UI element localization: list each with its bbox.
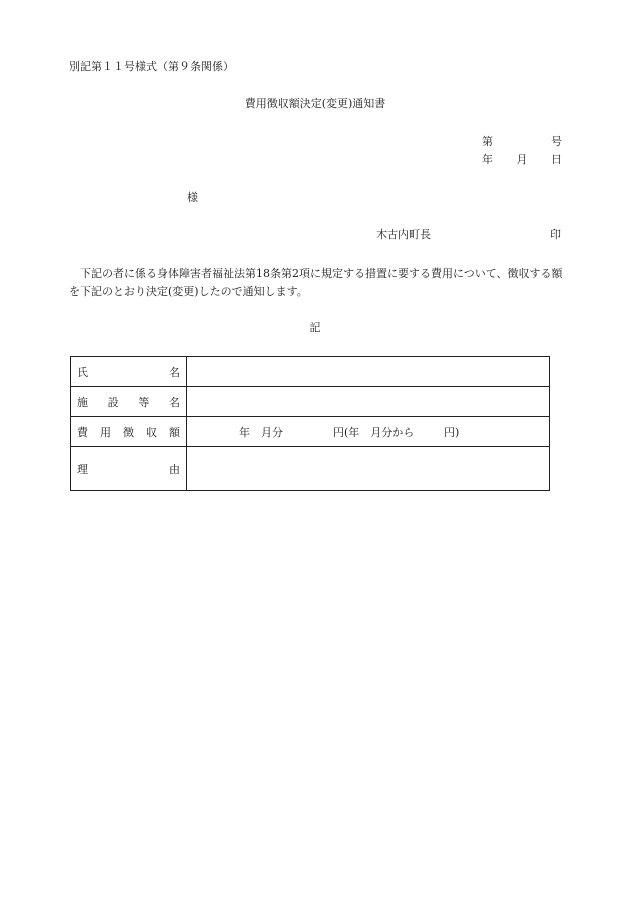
body-paragraph: 下記の者に係る身体障害者福祉法第18条第2項に規定する措置に要する費用について、徴収する額を下記のとおり決定(変更)したので通知します。 [69, 267, 563, 298]
date-line [482, 153, 562, 167]
detail-table [70, 356, 550, 491]
amount-label-char: 収 [146, 425, 157, 439]
facility-label-char: 等 [138, 395, 150, 409]
date-day: 日 [551, 153, 562, 166]
amount-label-char: 徴 [123, 425, 134, 439]
facility-label-char: 名 [168, 395, 180, 409]
amount-label-cell [71, 417, 187, 447]
name-label-char: 氏 [77, 365, 88, 379]
number-suffix: 号 [551, 135, 562, 148]
amount-label-char: 用 [100, 425, 111, 439]
document-number-line [482, 135, 562, 149]
date-month: 月 [516, 153, 528, 166]
date-year: 年 [482, 153, 493, 166]
document-title: 費用徴収額決定(変更)通知書 [244, 97, 386, 110]
facility-label-cell [71, 387, 187, 417]
amount-yen-close: 円) [444, 426, 460, 439]
amount-yen-paren: 円(年 月分から [333, 426, 415, 439]
table-row-reason [71, 447, 550, 491]
table-row-amount [71, 417, 550, 447]
facility-value-cell[interactable] [187, 387, 550, 417]
issuer-name: 木古内町長 [376, 228, 431, 241]
table-row-name [71, 357, 550, 387]
name-value-cell[interactable] [187, 357, 550, 387]
reason-label-char: 由 [169, 462, 180, 476]
facility-label-char: 設 [107, 395, 119, 409]
amount-label-char: 額 [169, 425, 180, 439]
name-label-char: 名 [169, 365, 180, 379]
name-label-cell [71, 357, 187, 387]
amount-month-part: 年 月分 [239, 426, 283, 439]
reason-label-char: 理 [77, 462, 88, 476]
number-prefix: 第 [482, 135, 493, 148]
amount-label-char: 費 [77, 425, 88, 439]
facility-label-char: 施 [77, 395, 88, 409]
reason-value-cell[interactable] [187, 447, 550, 491]
seal-mark: 印 [550, 228, 561, 241]
form-label: 別記第１１号様式（第９条関係） [69, 60, 234, 73]
reason-label-cell [71, 447, 187, 491]
ki-heading: 記 [309, 321, 321, 334]
table-row-facility [71, 387, 550, 417]
amount-value-cell[interactable] [187, 417, 550, 447]
addressee-suffix: 様 [187, 191, 198, 204]
